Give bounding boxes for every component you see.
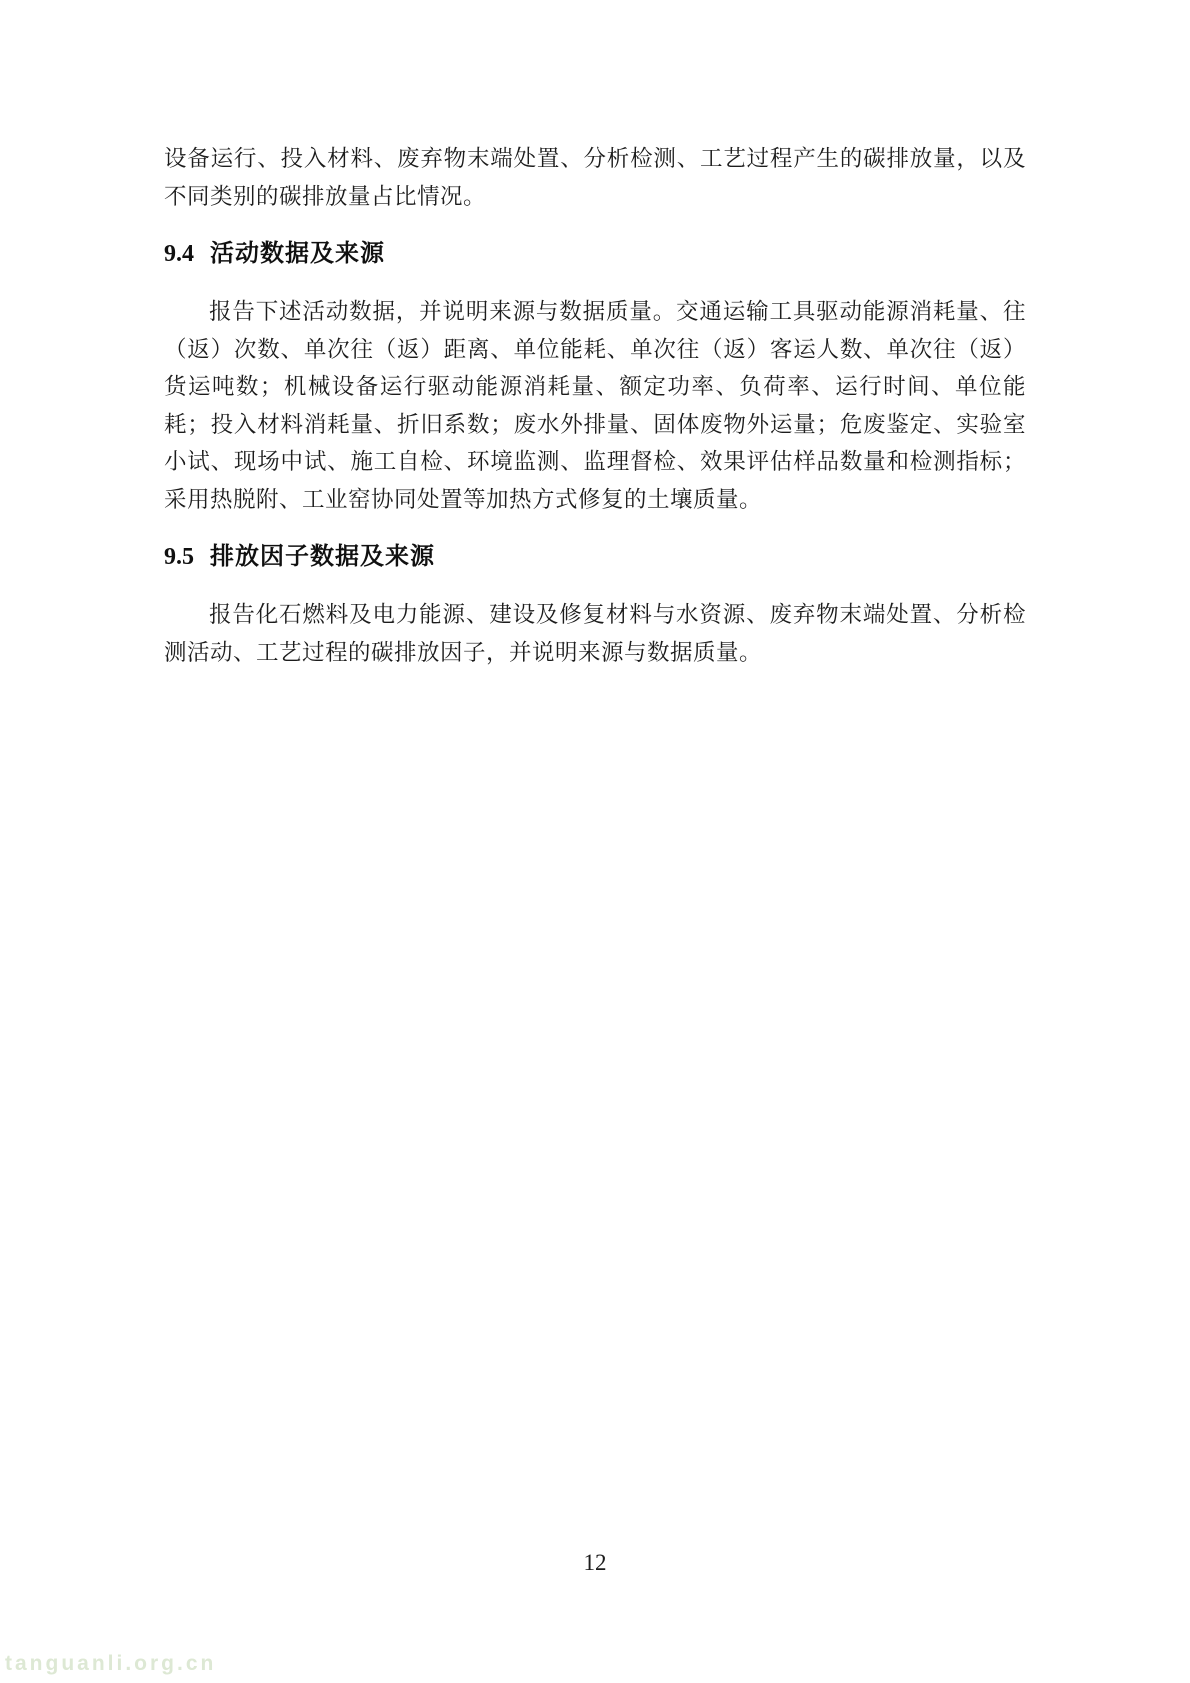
section-9-4-paragraph: 报告下述活动数据，并说明来源与数据质量。交通运输工具驱动能源消耗量、往（返）次数、单次往（返）距离、单位能耗、单次往（返）客运人数、单次往（返）货运吨数；机械设备运行驱动能源消耗量、额定功率、负荷率、运行时间、单位能耗；投入材料消耗量、折旧系数；废水外排量、固体废物外运量；危废鉴定、实验室小试、现场中试、施工自检、环境监测、监理督检、效果评估样品数量和检测指标；采用热脱附、工业窑协同处置等加热方式修复的土壤质量。 (164, 299, 1026, 512)
section-9-5-paragraph: 报告化石燃料及电力能源、建设及修复材料与水资源、废弃物末端处置、分析检测活动、工艺过程的碳排放因子，并说明来源与数据质量。 (164, 602, 1026, 665)
intro-paragraph: 设备运行、投入材料、废弃物末端处置、分析检测、工艺过程产生的碳排放量，以及不同类别的碳排放量占比情况。 (164, 146, 1026, 209)
section-9-4-number: 9.4 (164, 241, 194, 267)
section-9-5-number: 9.5 (164, 544, 194, 570)
page-content (164, 140, 1026, 671)
section-heading-9-4 (164, 235, 1026, 273)
section-9-4-title: 活动数据及来源 (210, 240, 385, 267)
page-number: 12 (583, 1550, 607, 1575)
watermark: tanguanli.org.cn (5, 1652, 217, 1675)
section-9-5-title: 排放因子数据及来源 (210, 543, 435, 570)
section-heading-9-5 (164, 538, 1026, 576)
